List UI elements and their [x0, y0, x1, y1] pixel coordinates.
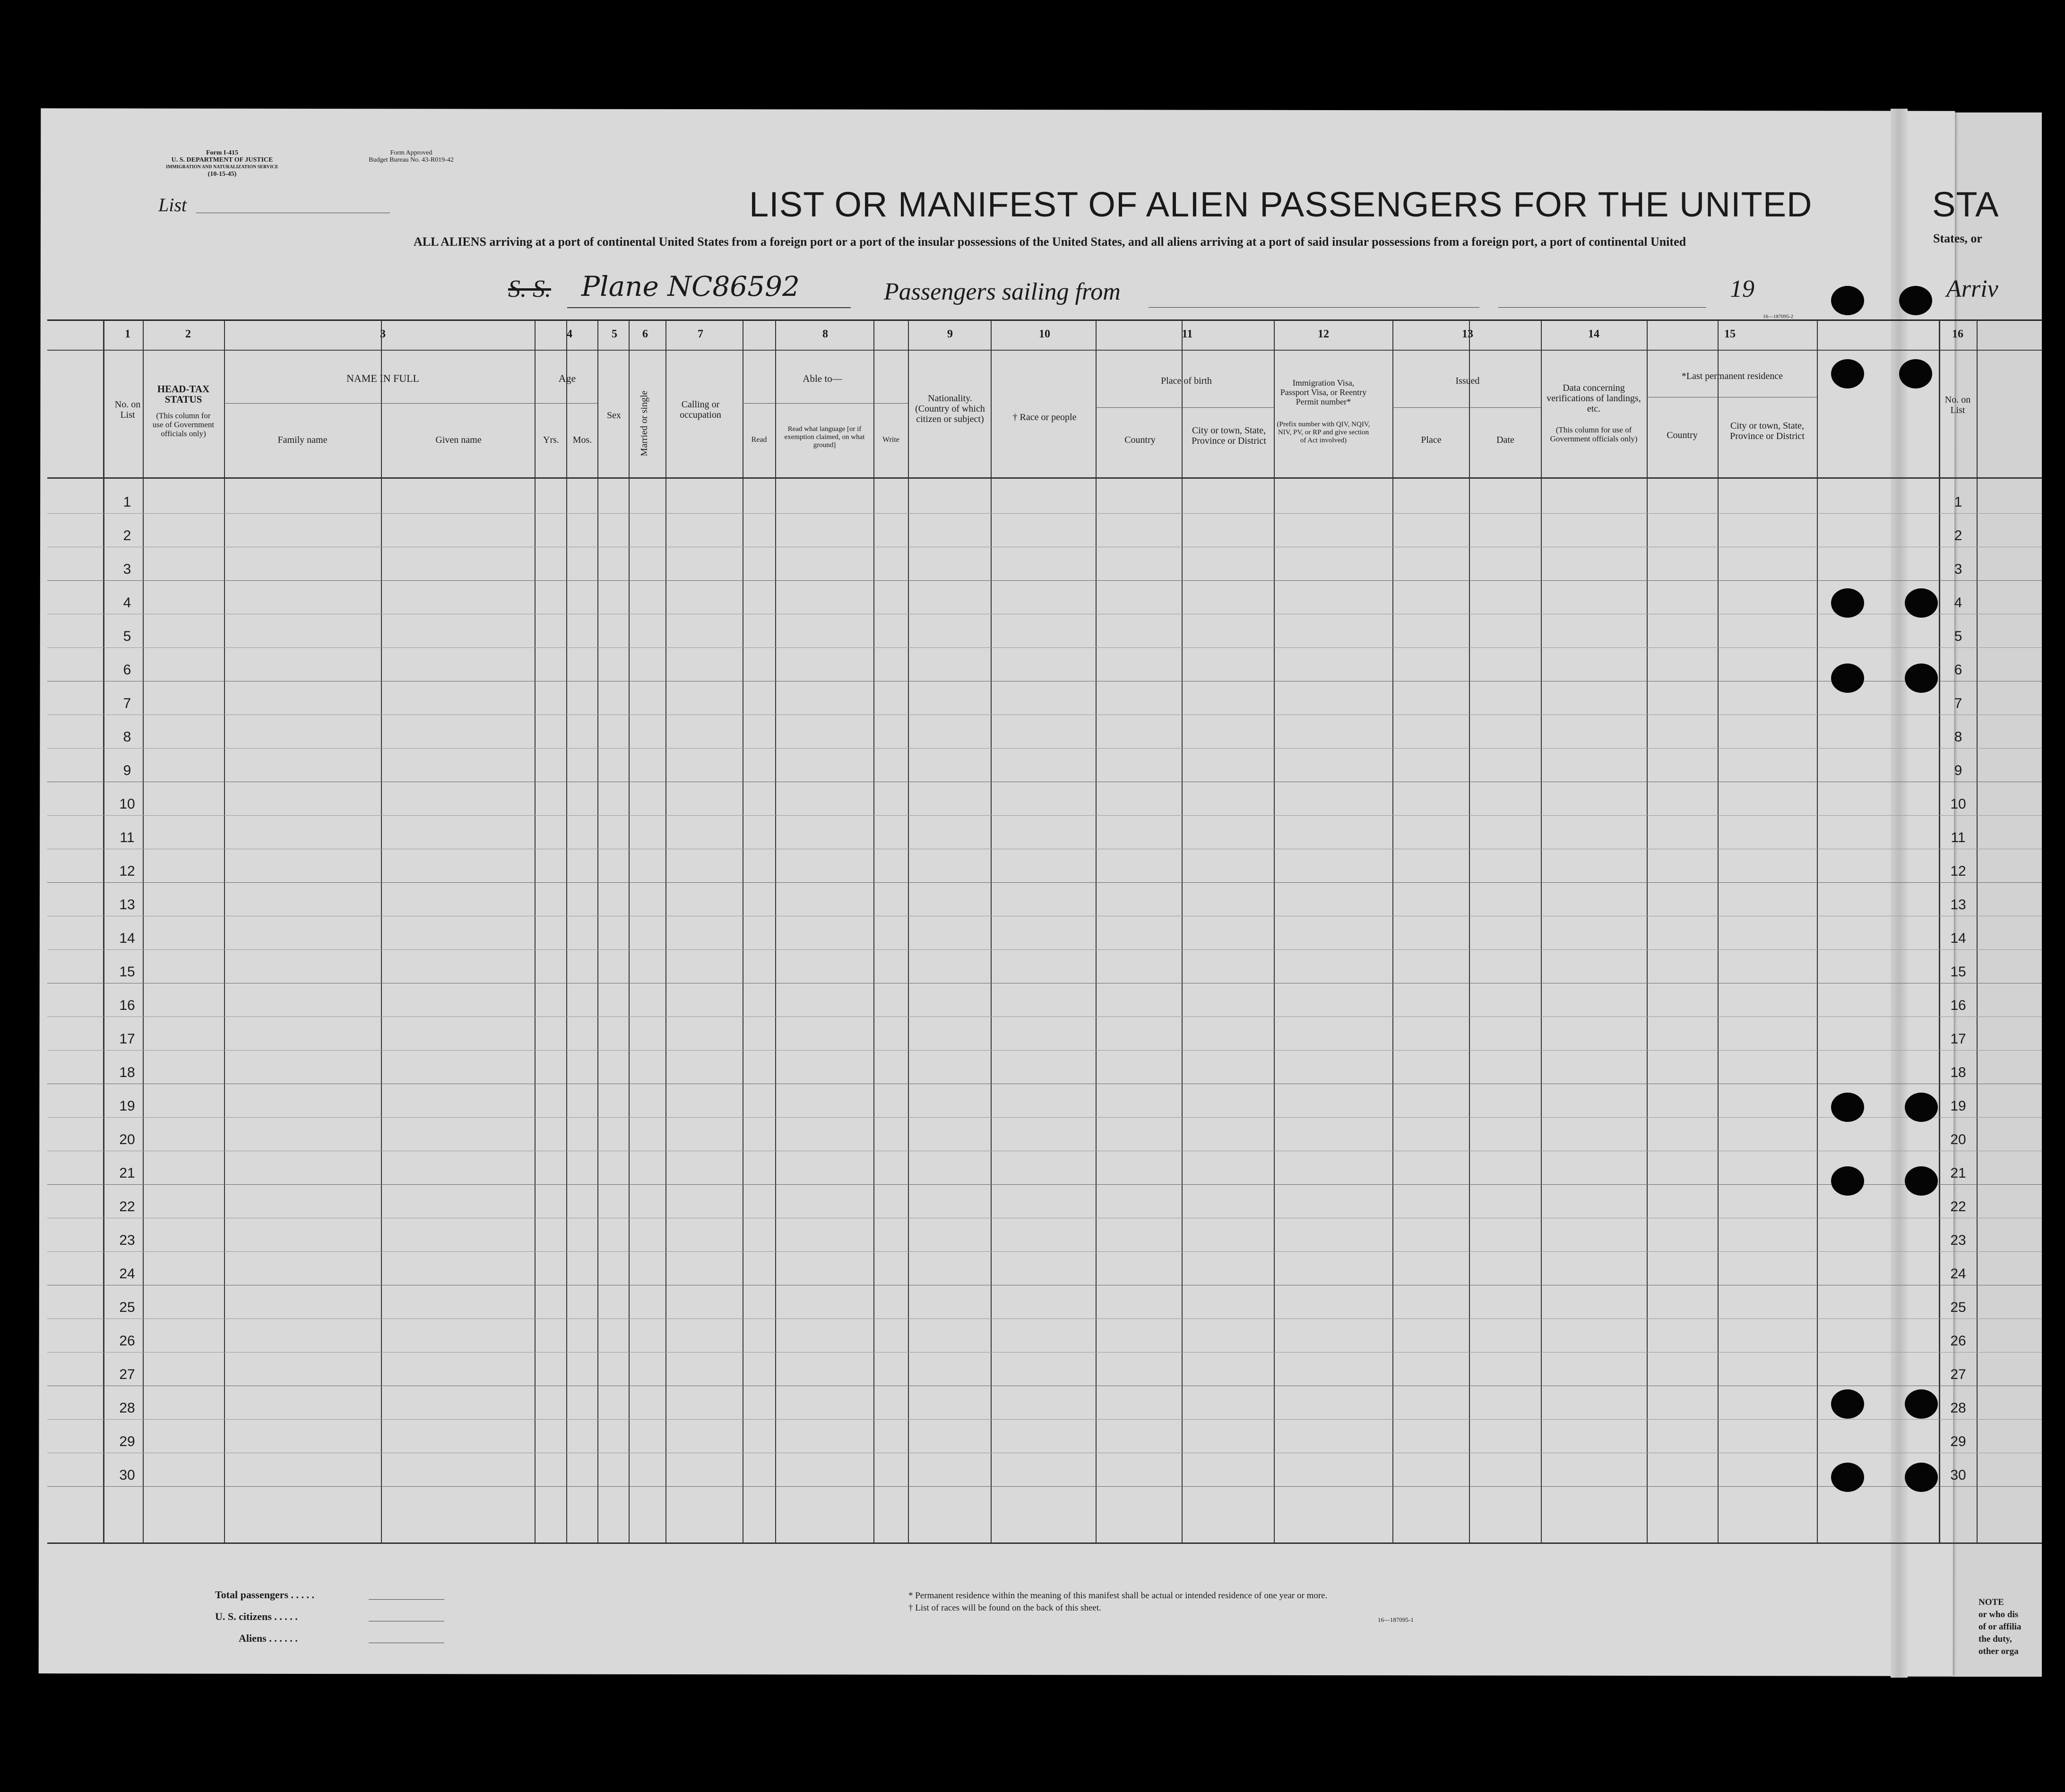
punch-hole [1905, 663, 1938, 693]
col-header-age: Age [558, 372, 576, 384]
row-number-right: 19 [1950, 1098, 1966, 1114]
row-number: 3 [123, 561, 131, 577]
edge-note-line: NOTE [1979, 1597, 2004, 1607]
sailing-from-label: Passengers sailing from [884, 278, 1121, 305]
row-number: 5 [123, 629, 131, 644]
col-header-given-name: Given name [435, 435, 482, 445]
row-number: 11 [120, 830, 135, 845]
row-number-right: 2 [1954, 528, 1962, 543]
page-subtitle-continued: States, or [1933, 232, 1982, 245]
row-number-right: 30 [1950, 1467, 1966, 1483]
col-num-6: 6 [642, 328, 648, 340]
row-line [47, 1486, 2042, 1487]
ss-prefix: S. S. [508, 276, 551, 302]
punch-hole [1831, 1166, 1864, 1196]
row-number: 22 [119, 1199, 135, 1215]
row-number: 19 [119, 1098, 135, 1114]
row-number-right: 4 [1954, 595, 1962, 611]
row-number-right: 17 [1950, 1031, 1966, 1047]
punch-hole [1831, 1093, 1864, 1122]
row-line [47, 580, 2042, 581]
age-subdivider [535, 403, 597, 404]
row-number-right: 22 [1950, 1199, 1966, 1215]
column-line [224, 319, 225, 1543]
col-header-birth-country: Country [1124, 435, 1156, 445]
column-line [103, 319, 104, 1543]
row-number: 1 [123, 494, 131, 510]
row-number: 25 [119, 1300, 135, 1315]
row-number-right: 26 [1950, 1333, 1966, 1349]
column-line [1541, 319, 1542, 1543]
row-number: 23 [119, 1232, 135, 1248]
col-header-last-residence: *Last permanent residence [1681, 371, 1783, 381]
row-number: 21 [119, 1165, 135, 1181]
row-number: 13 [119, 897, 135, 913]
us-citizens-label: U. S. citizens . . . . . [215, 1611, 298, 1622]
row-number: 6 [123, 662, 131, 678]
budget-number: Budget Bureau No. 43-R019-42 [369, 156, 454, 164]
row-number: 2 [123, 528, 131, 543]
row-number-right: 24 [1950, 1266, 1966, 1282]
row-line [47, 815, 2042, 816]
col-header-visa: Immigration Visa, Passport Visa, or Reentry Permit number* [1280, 378, 1367, 406]
row-number: 29 [119, 1434, 135, 1449]
row-line [47, 647, 2042, 648]
row-line [47, 1251, 2042, 1252]
col-header-head-tax-note: (This column for use of Government officials only) [152, 411, 215, 438]
col-num-12: 12 [1318, 328, 1329, 340]
col-num-9: 9 [947, 328, 953, 340]
punch-hole [1831, 663, 1864, 693]
punch-hole [1831, 286, 1864, 315]
row-number-right: 27 [1950, 1367, 1966, 1382]
edge-note-line: the duty, [1979, 1634, 2012, 1644]
row-number-right: 14 [1950, 930, 1966, 946]
row-number-right: 7 [1954, 696, 1962, 711]
row-number-right: 10 [1950, 796, 1966, 812]
col-header-family-name: Family name [277, 435, 328, 445]
punch-hole [1905, 1389, 1938, 1419]
page-subtitle: ALL ALIENS arriving at a port of continental United States from a foreign port or a port of the insular possessions of the United States, and all aliens arriving at a port of said insular possessions from a foreign port, a port of continental United [414, 235, 1686, 249]
date-line [1498, 307, 1706, 308]
row-number-right: 15 [1950, 964, 1966, 980]
col-num-8: 8 [822, 328, 828, 340]
col-header-write: Write [882, 436, 899, 444]
table-top-border [47, 319, 2042, 321]
col-header-residence-country: Country [1667, 430, 1698, 440]
col-header-sex: Sex [607, 410, 621, 421]
col-header-place-of-birth: Place of birth [1161, 376, 1212, 386]
col-num-10: 10 [1039, 328, 1050, 340]
row-number: 7 [123, 696, 131, 711]
department: U. S. DEPARTMENT OF JUSTICE [171, 156, 273, 164]
row-number-right: 11 [1951, 830, 1966, 845]
row-number: 30 [119, 1467, 135, 1483]
column-line [873, 319, 874, 1543]
row-line [47, 1184, 2042, 1185]
col-header-verifications: Data concerning verifications of landings, etc. [1547, 383, 1641, 414]
row-number-right: 3 [1954, 561, 1962, 577]
column-line [1469, 319, 1470, 1543]
row-number-right: 28 [1950, 1400, 1966, 1416]
aliens-label: Aliens . . . . . . [239, 1632, 298, 1644]
punch-hole [1831, 1463, 1864, 1492]
row-number: 9 [123, 763, 131, 778]
column-line [597, 319, 598, 1543]
footnote-print-code: 16—187095-1 [1378, 1616, 1414, 1623]
col-header-no-on-list: No. on List [114, 399, 141, 420]
edge-note-line: or who dis [1979, 1610, 2019, 1620]
page-title-continued: STA [1932, 185, 1999, 224]
print-code-top: 16—187095-2 [1763, 314, 1794, 319]
row-number: 8 [123, 729, 131, 745]
col-header-verifications-note: (This column for use of Government officials only) [1550, 425, 1638, 443]
year-prefix: 19 [1730, 276, 1754, 302]
row-number-right: 12 [1950, 863, 1966, 879]
column-line [665, 319, 666, 1543]
sailing-from-line [1149, 307, 1479, 308]
list-label: List [158, 194, 187, 215]
row-number: 26 [119, 1333, 135, 1349]
row-number: 18 [119, 1065, 135, 1080]
column-line [1096, 319, 1097, 1543]
punch-hole [1905, 1166, 1938, 1196]
col-header-read: Read [751, 436, 767, 444]
row-number-right: 8 [1954, 729, 1962, 745]
col-header-name: NAME IN FULL [346, 372, 419, 384]
row-number-right: 29 [1950, 1434, 1966, 1449]
total-passengers-field[interactable] [369, 1599, 444, 1600]
row-line [47, 882, 2042, 883]
header-bottom-border [47, 477, 2042, 479]
name-subdivider [224, 403, 535, 404]
row-line [47, 949, 2042, 950]
vessel-line [567, 307, 851, 308]
row-number: 10 [119, 796, 135, 812]
col-num-2: 2 [185, 328, 191, 340]
col-header-no-on-list-right: No. on List [1944, 395, 1971, 415]
row-number: 16 [119, 998, 135, 1013]
row-number: 17 [119, 1031, 135, 1047]
form-meta [147, 149, 298, 178]
row-number-right: 13 [1950, 897, 1966, 913]
row-number: 27 [119, 1367, 135, 1382]
punch-hole [1905, 1463, 1938, 1492]
col-header-issued-date: Date [1496, 435, 1514, 445]
row-number-right: 5 [1954, 629, 1962, 644]
issued-subdivider [1392, 407, 1541, 408]
row-line [47, 1117, 2042, 1118]
page-fold [1891, 109, 1908, 1678]
col-header-race: † Race or people [1012, 412, 1077, 422]
colnum-divider [47, 350, 2042, 351]
punch-hole [1899, 359, 1932, 388]
row-line [47, 1318, 2042, 1319]
able-subdivider [743, 403, 908, 404]
form-number: Form I-415 [206, 149, 239, 156]
date-code: (10-15-45) [207, 171, 237, 178]
punch-hole [1899, 286, 1932, 315]
column-line [381, 319, 382, 1543]
edge-note-line: other orga [1979, 1646, 2019, 1656]
row-number-right: 20 [1950, 1132, 1966, 1147]
row-number-right: 21 [1950, 1165, 1966, 1181]
birth-subdivider [1096, 407, 1274, 408]
punch-hole [1831, 588, 1864, 618]
punch-hole [1905, 1093, 1938, 1122]
footnote-races: † List of races will be found on the back of this sheet. [908, 1603, 1101, 1613]
col-header-birth-city: City or town, State, Province or District [1192, 425, 1266, 446]
row-number-right: 18 [1950, 1065, 1966, 1080]
col-num-13: 13 [1462, 328, 1473, 340]
column-line [1274, 319, 1275, 1543]
column-line [991, 319, 992, 1543]
col-header-visa-note: (Prefix number with QIV, NQIV, NIV, PV, or RP and give section of Act involved) [1277, 421, 1370, 444]
row-number-right: 16 [1950, 998, 1966, 1013]
col-header-married: Married or single [639, 390, 649, 457]
column-line [1647, 319, 1648, 1543]
col-header-able-to: Able to— [803, 373, 842, 384]
column-line [629, 319, 630, 1543]
row-number: 4 [123, 595, 131, 611]
col-header-residence-city: City or town, State, Province or District [1730, 421, 1805, 441]
page-title: LIST OR MANIFEST OF ALIEN PASSENGERS FOR THE UNITED [749, 185, 1813, 224]
footnote-residence: * Permanent residence within the meaning of this manifest shall be actual or intended residence of one year or more. [908, 1591, 1328, 1601]
column-line [775, 319, 776, 1543]
row-number-right: 6 [1954, 662, 1962, 678]
column-line [1718, 319, 1719, 1543]
edge-note-line: of or affilia [1979, 1622, 2022, 1632]
punch-hole [1905, 588, 1938, 618]
row-number-right: 1 [1954, 494, 1962, 510]
col-num-7: 7 [698, 328, 703, 340]
row-number: 12 [119, 863, 135, 879]
col-header-read-language: Read what language [or if exemption claimed, on what ground] [784, 425, 865, 449]
punch-hole [1831, 1389, 1864, 1419]
vessel-name-handwritten: Plane NC86592 [581, 270, 800, 302]
col-header-nationality: Nationality. (Country of which citizen or subject) [915, 393, 985, 424]
column-line [1977, 319, 1978, 1543]
service: IMMIGRATION AND NATURALIZATION SERVICE [166, 164, 278, 170]
row-number: 24 [119, 1266, 135, 1282]
row-number-right: 9 [1954, 763, 1962, 778]
row-number: 14 [119, 930, 135, 946]
row-number-right: 23 [1950, 1232, 1966, 1248]
form-approved: Form Approved [390, 149, 432, 156]
col-header-issued: Issued [1455, 376, 1480, 386]
row-line [47, 748, 2042, 749]
row-line [47, 1050, 2042, 1051]
col-num-15: 15 [1724, 328, 1736, 340]
column-line [1392, 319, 1393, 1543]
row-number: 20 [119, 1132, 135, 1147]
col-num-4: 4 [567, 328, 572, 340]
col-header-head-tax: HEAD-TAX STATUS [157, 383, 210, 405]
col-num-16: 16 [1952, 328, 1963, 340]
column-line [566, 319, 567, 1543]
column-line [535, 319, 536, 1543]
row-line [47, 513, 2042, 514]
column-line [1939, 319, 1940, 1543]
column-line [1182, 319, 1183, 1543]
col-num-11: 11 [1182, 328, 1193, 340]
edge-note [1979, 1596, 2021, 1658]
column-line [908, 319, 909, 1543]
col-num-14: 14 [1588, 328, 1599, 340]
row-line [47, 1352, 2042, 1353]
col-header-issued-place: Place [1421, 435, 1442, 445]
total-passengers-label: Total passengers . . . . . [215, 1589, 315, 1601]
row-number-right: 25 [1950, 1300, 1966, 1315]
col-header-occupation: Calling or occupation [680, 399, 721, 420]
row-number: 15 [119, 964, 135, 980]
row-line [47, 1419, 2042, 1420]
punch-hole [1831, 359, 1864, 388]
manifest-sheet [39, 108, 1955, 1676]
col-num-1: 1 [125, 328, 130, 340]
arriving-label: Arriv [1946, 276, 1998, 302]
col-num-5: 5 [612, 328, 617, 340]
col-header-age-yrs: Yrs. [543, 435, 559, 445]
table-bottom-border [47, 1542, 2042, 1544]
col-header-age-mos: Mos. [572, 435, 592, 445]
col-num-3: 3 [380, 328, 386, 340]
column-line [1817, 319, 1818, 1543]
approval-meta [340, 149, 482, 164]
row-number: 28 [119, 1400, 135, 1416]
